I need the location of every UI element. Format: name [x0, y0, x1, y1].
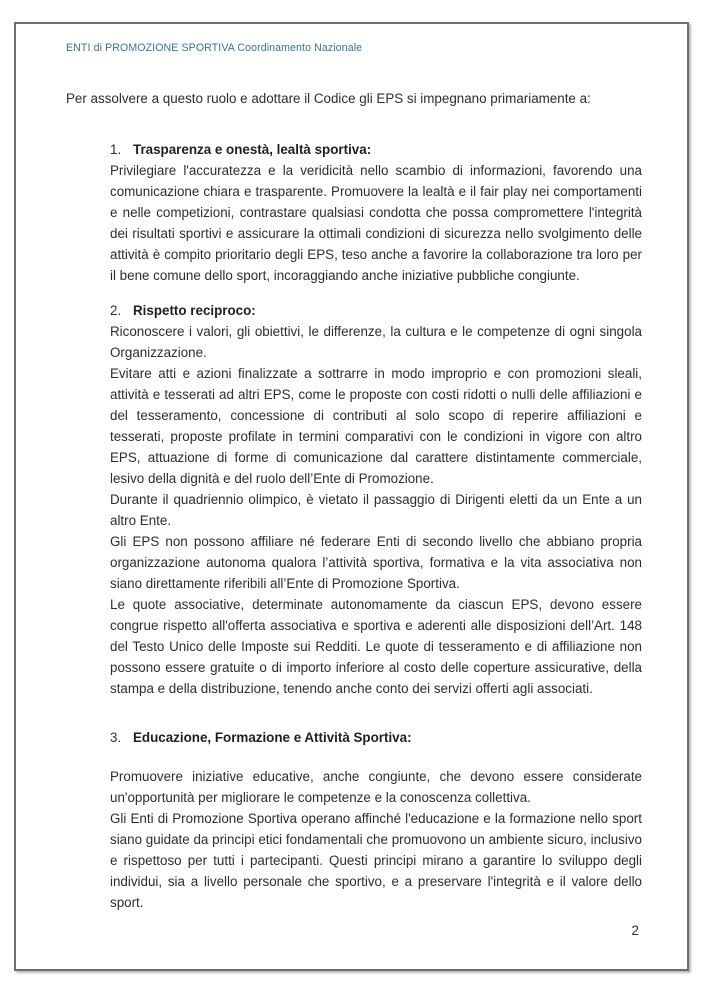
- section-number: 2.: [110, 303, 122, 318]
- section-title: Rispetto reciproco:: [133, 303, 256, 318]
- section-title: Educazione, Formazione e Attività Sportiva:: [133, 730, 412, 745]
- document-header: ENTI di PROMOZIONE SPORTIVA Coordinamento Nazionale: [66, 42, 363, 54]
- document-page: [14, 22, 689, 971]
- section-number: 3.: [110, 730, 122, 745]
- body-paragraph: Gli Enti di Promozione Sportiva operano affinché l'educazione e la formazione nello sport siano guidate da principi etici fondamentali che promuovono un ambiente sicuro, inclusivo e rispettoso per tutti i partecipanti. Questi principi mirano a garantire lo sviluppo degli individui, sia a livello personale che sportivo, e a preservare l'integrità e il valore dello sport.: [110, 811, 642, 910]
- section-educazione: [110, 727, 642, 913]
- section-heading: [110, 727, 642, 748]
- section-heading: [110, 139, 642, 160]
- body-paragraph: Durante il quadriennio olimpico, è vietato il passaggio di Dirigenti eletti da un Ente a un altro Ente.: [110, 492, 642, 528]
- body-paragraph: Le quote associative, determinate autonomamente da ciascun EPS, devono essere congrue rispetto all'offerta associativa e sportiva e aderenti alle disposizioni dell’Art. 148 del Testo Unico delle Imposte sui Redditi. Le quote di tesseramento e di affiliazione non possono essere gratuite o di importo inferiore al costo delle coperture assicurative, della stampa e della distribuzione, tenendo anche conto dei servizi offerti agli associati.: [110, 597, 642, 696]
- body-paragraph: Riconoscere i valori, gli obiettivi, le differenze, la cultura e le competenze di ogni singola Organizzazione.: [110, 324, 642, 360]
- section-heading: [110, 300, 642, 321]
- section-number: 1.: [110, 142, 122, 157]
- body-paragraph: Privilegiare l'accuratezza e la veridicità nello scambio di informazioni, favorendo una comunicazione chiara e trasparente. Promuovere la lealtà e il fair play nei comportamenti e nelle competizioni, contrastare qualsiasi condotta che possa compromettere l'integrità dei risultati sportivi e assicurare la ottimali condizioni di sicurezza nello svolgimento delle attività è compito prioritario degli EPS, teso anche a favorire la collaborazione tra loro per il bene comune dello sport, incoraggiando anche iniziative pubbliche congiunte.: [110, 163, 642, 283]
- body-paragraph: Gli EPS non possono affiliare né federare Enti di secondo livello che abbiano propria organizzazione autonoma qualora l’attività sportiva, formativa e la vita associativa non siano direttamente riferibili all’Ente di Promozione Sportiva.: [110, 534, 642, 591]
- intro-paragraph: Per assolvere a questo ruolo e adottare il Codice gli EPS si impegnano primariamente a:: [66, 91, 591, 106]
- page-content: [16, 24, 687, 969]
- section-rispetto: [110, 300, 642, 699]
- body-paragraph: Promuovere iniziative educative, anche congiunte, che devono essere considerate un'opportunità per migliorare le competenze e la conoscenza collettiva.: [110, 769, 642, 805]
- section-trasparenza: [110, 139, 642, 286]
- section-title: Trasparenza e onestà, lealtà sportiva:: [133, 142, 372, 157]
- page-number: 2: [631, 923, 639, 938]
- body-paragraph: Evitare atti e azioni finalizzate a sottrarre in modo improprio e con promozioni sleali, attività e tesserati ad altri EPS, come le proposte con costi ridotti o nulli delle affiliazioni e del tesseramento, concessione di contributi al solo scopo di reperire affiliazioni e tesserati, proposte profilate in termini comparativi con le condizioni in vigore con altro EPS, attuazione di forme di comunicazione dal carattere distintamente commerciale, lesivo della dignità e del ruolo dell’Ente di Promozione.: [110, 366, 642, 486]
